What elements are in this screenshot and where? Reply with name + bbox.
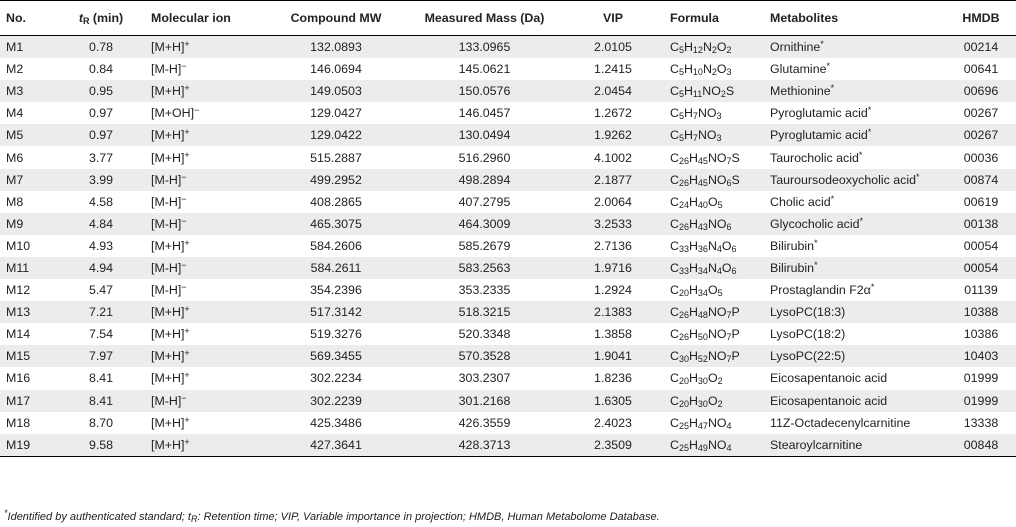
cell-formula: $C_{20}H_{30}O_2$	[664, 390, 764, 412]
cell-vip: 2.0105	[562, 36, 664, 59]
cell-no: M14	[6, 327, 31, 342]
cell-molecular-ion: [M+H]+	[151, 370, 190, 386]
table-row	[0, 36, 1016, 59]
cell-formula: $C_{20}H_{30}O_2$	[670, 371, 723, 387]
cell-compound-mw: 584.2606	[310, 238, 362, 253]
table-row	[0, 367, 1016, 389]
table-row	[0, 434, 1016, 457]
cell-metabolite: LysoPC(18:3)	[764, 301, 946, 323]
header-vip: VIP	[562, 1, 664, 36]
cell-no: M9	[0, 213, 57, 235]
cell-molecular-ion: [M+H]+	[151, 414, 190, 430]
cell-molecular-ion: [M-H]−	[145, 213, 265, 235]
cell-formula: $C_{33}H_{34}N_4O_6$	[664, 257, 764, 279]
cell-molecular-ion: [M+H]+	[145, 434, 265, 457]
header-formula: Formula	[664, 1, 764, 36]
cell-no: M10	[6, 238, 31, 253]
header-row	[0, 1, 1016, 36]
cell-no: M2	[6, 62, 24, 77]
cell-metabolite: LysoPC(18:2)	[770, 327, 846, 342]
cell-vip: 1.9262	[562, 124, 664, 146]
cell-metabolite: Bilirubin*	[770, 237, 818, 253]
cell-compound-mw: 515.2887	[310, 150, 362, 165]
table-row	[0, 301, 1016, 323]
header-retention-time: $t_R$ (min)	[57, 1, 145, 36]
cell-compound-mw: 584.2611	[265, 257, 407, 279]
cell-hmdb: 00214	[946, 36, 1016, 59]
cell-compound-mw: 499.2952	[265, 169, 407, 191]
cell-formula: $C_5H_{12}N_2O_2$	[664, 36, 764, 59]
header-hmdb: HMDB	[946, 1, 1016, 36]
cell-no: M11	[0, 257, 57, 279]
cell-measured-mass: 464.3009	[407, 213, 562, 235]
cell-formula: $C_{30}H_{52}NO_7P$	[664, 345, 764, 367]
cell-retention-time: 8.41	[57, 390, 145, 412]
cell-formula: $C_{24}H_{40}O_5$	[670, 194, 723, 210]
cell-metabolite: LysoPC(22:5)	[764, 345, 946, 367]
cell-metabolite: Stearoylcarnitine	[764, 434, 946, 457]
table-row	[0, 102, 1016, 124]
table-footnote: *Identified by authenticated standard; $t_R$: Retention time; VIP, Variable importance in projection; HMDB, Human Metabolome Database.	[4, 508, 660, 524]
cell-formula: $C_5H_{11}NO_2S$	[664, 80, 764, 102]
cell-hmdb: 01999	[963, 371, 999, 386]
cell-measured-mass: 570.3528	[407, 345, 562, 367]
table-row	[0, 58, 1016, 80]
cell-formula: $C_{20}H_{34}O_5$	[670, 283, 723, 299]
cell-hmdb: 00054	[963, 238, 999, 253]
cell-compound-mw: 425.3486	[310, 415, 362, 430]
cell-molecular-ion: [M+H]+	[151, 326, 190, 342]
cell-metabolite: Eicosapentanoic acid	[770, 371, 888, 386]
cell-hmdb: 00874	[946, 169, 1016, 191]
cell-metabolite: Ornithine*	[764, 36, 946, 59]
cell-molecular-ion: [M+H]+	[145, 80, 265, 102]
cell-hmdb: 00138	[946, 213, 1016, 235]
cell-molecular-ion: [M-H]−	[145, 169, 265, 191]
cell-compound-mw: 465.3075	[265, 213, 407, 235]
table-row	[0, 323, 1016, 345]
cell-retention-time: 4.84	[57, 213, 145, 235]
cell-formula: $C_{26}H_{48}NO_7P$	[664, 301, 764, 323]
table-row	[0, 390, 1016, 412]
table-row	[0, 191, 1016, 213]
cell-vip: 2.0454	[562, 80, 664, 102]
cell-no: M13	[0, 301, 57, 323]
cell-compound-mw: 129.0427	[310, 106, 362, 121]
cell-retention-time: 4.58	[88, 194, 114, 209]
cell-retention-time: 7.54	[88, 327, 114, 342]
cell-formula: $C_5H_{10}N_2O_3$	[670, 62, 732, 78]
cell-molecular-ion: [M-H]−	[151, 282, 187, 298]
cell-retention-time: 7.97	[57, 345, 145, 367]
cell-no: M8	[6, 194, 24, 209]
cell-hmdb: 10403	[946, 345, 1016, 367]
cell-no: M17	[0, 390, 57, 412]
cell-vip: 1.2415	[594, 62, 632, 77]
cell-hmdb: 10386	[963, 327, 999, 342]
cell-compound-mw: 519.3276	[310, 327, 362, 342]
cell-formula: $C_{33}H_{36}N_4O_6$	[670, 238, 737, 254]
cell-metabolite: Pyroglutamic acid*	[770, 105, 872, 121]
cell-measured-mass: 583.2563	[407, 257, 562, 279]
cell-compound-mw: 569.3455	[265, 345, 407, 367]
cell-measured-mass: 353.2335	[458, 283, 511, 298]
cell-vip: 2.7136	[594, 238, 632, 253]
cell-measured-mass: 130.0494	[407, 124, 562, 146]
cell-hmdb: 00848	[946, 434, 1016, 457]
cell-retention-time: 3.99	[57, 169, 145, 191]
cell-retention-time: 5.47	[88, 283, 114, 298]
cell-no: M12	[6, 283, 31, 298]
table-row	[0, 412, 1016, 434]
cell-no: M6	[6, 150, 24, 165]
cell-vip: 1.3858	[594, 327, 632, 342]
cell-metabolite: Glutamine*	[770, 61, 830, 77]
cell-molecular-ion: [M-H]−	[151, 193, 187, 209]
cell-hmdb: 00036	[963, 150, 999, 165]
cell-measured-mass: 516.2960	[458, 150, 511, 165]
cell-metabolite: Methionine*	[764, 80, 946, 102]
cell-retention-time: 4.93	[88, 238, 114, 253]
cell-molecular-ion: [M+H]+	[145, 124, 265, 146]
cell-measured-mass: 133.0965	[407, 36, 562, 59]
cell-metabolite: Bilirubin*	[764, 257, 946, 279]
cell-retention-time: 4.94	[57, 257, 145, 279]
cell-metabolite: Glycocholic acid*	[764, 213, 946, 235]
cell-metabolite: 11Z-Octadecenylcarnitine	[770, 415, 911, 430]
cell-vip: 2.1383	[562, 301, 664, 323]
cell-compound-mw: 302.2234	[310, 371, 362, 386]
cell-hmdb: 00641	[963, 62, 999, 77]
cell-measured-mass: 585.2679	[458, 238, 511, 253]
cell-no: M4	[6, 106, 24, 121]
cell-retention-time: 0.78	[57, 36, 145, 59]
table-row	[0, 80, 1016, 102]
cell-measured-mass: 428.3713	[407, 434, 562, 457]
cell-molecular-ion: [M+H]+	[151, 149, 190, 165]
cell-measured-mass: 303.2307	[458, 371, 511, 386]
cell-vip: 1.9041	[562, 345, 664, 367]
cell-measured-mass: 301.2168	[407, 390, 562, 412]
cell-no: M5	[0, 124, 57, 146]
cell-compound-mw: 517.3142	[265, 301, 407, 323]
cell-compound-mw: 129.0422	[265, 124, 407, 146]
cell-compound-mw: 146.0694	[310, 62, 362, 77]
cell-molecular-ion: [M+H]+	[151, 237, 190, 253]
cell-no: M1	[0, 36, 57, 59]
cell-metabolite: Tauroursodeoxycholic acid*	[764, 169, 946, 191]
cell-metabolite: Pyroglutamic acid*	[764, 124, 946, 146]
cell-measured-mass: 407.2795	[458, 194, 511, 209]
cell-vip: 4.1002	[594, 150, 632, 165]
cell-compound-mw: 408.2865	[310, 194, 362, 209]
cell-retention-time: 0.97	[88, 106, 114, 121]
cell-retention-time: 8.70	[88, 415, 114, 430]
cell-measured-mass: 426.3559	[458, 415, 511, 430]
cell-compound-mw: 302.2239	[265, 390, 407, 412]
cell-metabolite: Cholic acid*	[770, 193, 835, 209]
cell-formula: $C_5H_7NO_3$	[670, 106, 722, 122]
cell-vip: 3.2533	[562, 213, 664, 235]
cell-hmdb: 00054	[946, 257, 1016, 279]
header-measured-mass: Measured Mass (Da)	[407, 1, 562, 36]
cell-metabolite: Eicosapentanoic acid	[764, 390, 946, 412]
cell-molecular-ion: [M-H]−	[145, 257, 265, 279]
cell-metabolite: Taurocholic acid*	[770, 149, 863, 165]
cell-retention-time: 7.21	[57, 301, 145, 323]
cell-hmdb: 01999	[946, 390, 1016, 412]
cell-compound-mw: 354.2396	[310, 283, 362, 298]
table-row	[0, 124, 1016, 146]
cell-measured-mass: 520.3348	[458, 327, 511, 342]
cell-retention-time: 3.77	[88, 150, 114, 165]
cell-no: M16	[6, 371, 31, 386]
table-body	[0, 36, 1016, 457]
cell-hmdb: 13338	[963, 415, 999, 430]
cell-vip: 1.2672	[594, 106, 632, 121]
header-molecular-ion: Molecular ion	[145, 1, 265, 36]
cell-hmdb: 00696	[946, 80, 1016, 102]
cell-vip: 2.0064	[594, 194, 632, 209]
table-row	[0, 169, 1016, 191]
header-compound-mw: Compound MW	[265, 1, 407, 36]
cell-retention-time: 0.95	[57, 80, 145, 102]
cell-measured-mass: 518.3215	[407, 301, 562, 323]
cell-hmdb: 10388	[946, 301, 1016, 323]
cell-measured-mass: 498.2894	[407, 169, 562, 191]
cell-measured-mass: 150.0576	[407, 80, 562, 102]
cell-molecular-ion: [M+H]+	[145, 345, 265, 367]
header-metabolites: Metabolites	[764, 1, 946, 36]
cell-molecular-ion: [M-H]−	[145, 390, 265, 412]
cell-molecular-ion: [M+OH]−	[151, 105, 200, 121]
cell-formula: $C_{26}H_{45}NO_7S$	[670, 150, 740, 166]
cell-formula: $C_5H_7NO_3$	[664, 124, 764, 146]
cell-retention-time: 0.97	[57, 124, 145, 146]
cell-formula: $C_{26}H_{50}NO_7P$	[670, 327, 740, 343]
cell-formula: $C_{25}H_{49}NO_4$	[664, 434, 764, 457]
table-row	[0, 213, 1016, 235]
cell-formula: $C_{25}H_{47}NO_4$	[670, 415, 732, 431]
cell-compound-mw: 149.0503	[265, 80, 407, 102]
cell-no: M19	[0, 434, 57, 457]
cell-hmdb: 00619	[963, 194, 999, 209]
cell-vip: 1.2924	[594, 283, 632, 298]
table-row	[0, 279, 1016, 301]
cell-vip: 1.9716	[562, 257, 664, 279]
cell-retention-time: 9.58	[57, 434, 145, 457]
cell-retention-time: 8.41	[88, 371, 114, 386]
cell-formula: $C_{26}H_{45}NO_6S$	[664, 169, 764, 191]
cell-molecular-ion: [M+H]+	[145, 36, 265, 59]
cell-no: M18	[6, 415, 31, 430]
cell-no: M15	[0, 345, 57, 367]
cell-no: M3	[0, 80, 57, 102]
cell-hmdb: 00267	[946, 124, 1016, 146]
cell-molecular-ion: [M-H]−	[151, 61, 187, 77]
cell-vip: 1.8236	[594, 371, 632, 386]
cell-metabolite: Prostaglandin F2α*	[770, 282, 875, 298]
cell-compound-mw: 132.0893	[265, 36, 407, 59]
cell-retention-time: 0.84	[88, 62, 114, 77]
table-row	[0, 345, 1016, 367]
cell-vip: 1.6305	[562, 390, 664, 412]
cell-vip: 2.1877	[562, 169, 664, 191]
cell-hmdb: 01139	[964, 283, 998, 298]
cell-measured-mass: 146.0457	[458, 106, 511, 121]
cell-hmdb: 00267	[963, 106, 999, 121]
cell-formula: $C_{26}H_{43}NO_6$	[664, 213, 764, 235]
table-row	[0, 235, 1016, 257]
cell-molecular-ion: [M+H]+	[145, 301, 265, 323]
cell-no: M7	[0, 169, 57, 191]
cell-vip: 2.3509	[562, 434, 664, 457]
header-no: No.	[0, 1, 57, 36]
table-row	[0, 257, 1016, 279]
cell-measured-mass: 145.0621	[458, 62, 511, 77]
cell-compound-mw: 427.3641	[265, 434, 407, 457]
cell-vip: 2.4023	[594, 415, 632, 430]
table-row	[0, 146, 1016, 168]
